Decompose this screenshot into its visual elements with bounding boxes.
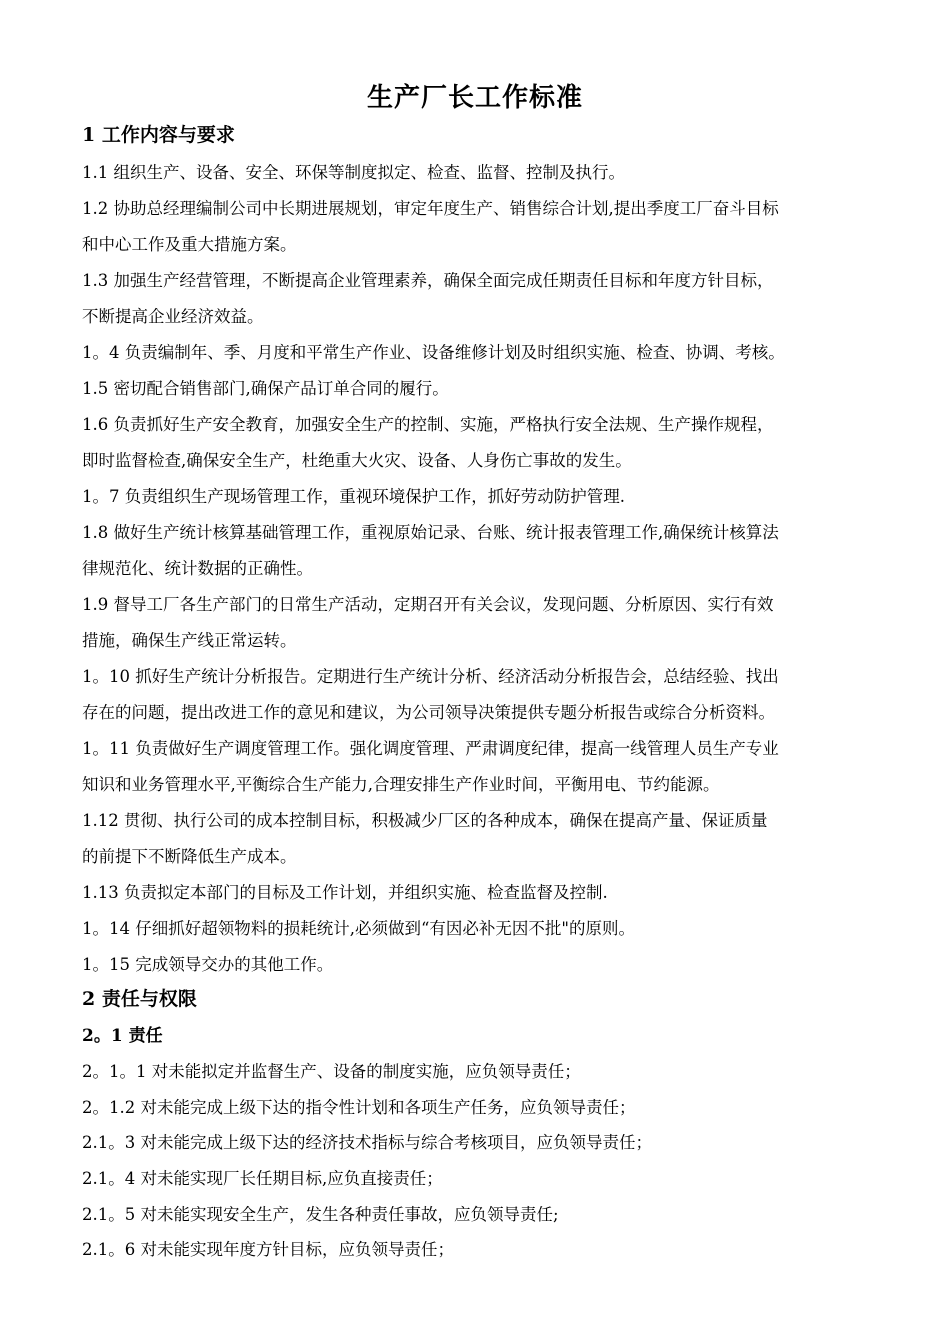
- section-1-line: 1。15 完成领导交办的其他工作。: [82, 955, 334, 974]
- section-1-line: 存在的问题，提出改进工作的意见和建议，为公司领导决策提供专题分析报告或综合分析资料。: [82, 703, 775, 722]
- section-1-line: 1.6 负责抓好生产安全教育，加强安全生产的控制、实施，严格执行安全法规、生产操作规程，: [82, 415, 774, 434]
- section-1-line: 1。11 负责做好生产调度管理工作。强化调度管理、严肃调度纪律，提高一线管理人员生产专业: [82, 739, 779, 758]
- section-1-line: 1.2 协助总经理编制公司中长期进展规划，审定年度生产、销售综合计划,提出季度工厂奋斗目标: [82, 199, 779, 218]
- section-1-line: 措施，确保生产线正常运转。: [82, 631, 297, 650]
- section-2-1-subheading: 2。1 责任: [82, 1026, 163, 1046]
- document-title: 生产厂长工作标准: [366, 83, 583, 113]
- section-1-line: 1。7 负责组织生产现场管理工作，重视环境保护工作，抓好劳动防护管理.: [82, 487, 625, 506]
- section-1-line: 1.8 做好生产统计核算基础管理工作，重视原始记录、台账、统计报表管理工作,确保统计核算法: [82, 523, 779, 542]
- section-1-line: 知识和业务管理水平,平衡综合生产能力,合理安排生产作业时间，平衡用电、节约能源。: [82, 775, 720, 794]
- section-1-heading: 1 工作内容与要求: [82, 124, 235, 146]
- section-1-line: 即时监督检查,确保安全生产，杜绝重大火灾、设备、人身伤亡事故的发生。: [82, 451, 632, 470]
- section-2-line: 2.1。3 对未能完成上级下达的经济技术指标与综合考核项目，应负领导责任；: [82, 1133, 652, 1152]
- section-2-line: 2.1。6 对未能实现年度方针目标，应负领导责任；: [82, 1240, 454, 1259]
- section-1-line: 1。14 仔细抓好超领物料的损耗统计,必须做到“有因必补无因不批"的原则。: [82, 919, 636, 938]
- section-2-line: 2。1。1 对未能拟定并监督生产、设备的制度实施，应负领导责任；: [82, 1062, 581, 1081]
- section-2-line: 2。1.2 对未能完成上级下达的指令性计划和各项生产任务，应负领导责任；: [82, 1098, 636, 1117]
- section-1-line: 不断提高企业经济效益。: [82, 307, 264, 326]
- section-1-line: 1.12 贯彻、执行公司的成本控制目标，积极减少厂区的各种成本，确保在提高产量、保证质量: [82, 811, 768, 830]
- section-2-line: 2.1。5 对未能实现安全生产，发生各种责任事故，应负领导责任;: [82, 1205, 559, 1224]
- section-1-line: 和中心工作及重大措施方案。: [82, 235, 297, 254]
- section-1-line: 律规范化、统计数据的正确性。: [82, 559, 313, 578]
- section-1-line: 1.9 督导工厂各生产部门的日常生产活动，定期召开有关会议，发现问题、分析原因、实行有效: [82, 595, 774, 614]
- section-1-line: 1。10 抓好生产统计分析报告。定期进行生产统计分析、经济活动分析报告会，总结经验、找出: [82, 667, 779, 686]
- section-1-line: 1.1 组织生产、设备、安全、环保等制度拟定、检查、监督、控制及执行。: [82, 163, 625, 182]
- section-1-line: 1.3 加强生产经营管理，不断提高企业管理素养，确保全面完成任期责任目标和年度方针目标，: [82, 271, 774, 290]
- section-1-line: 1.13 负责拟定本部门的目标及工作计划，并组织实施、检查监督及控制.: [82, 883, 608, 902]
- section-2-line: 2.1。4 对未能实现厂长任期目标,应负直接责任；: [82, 1169, 443, 1188]
- section-1-line: 的前提下不断降低生产成本。: [82, 847, 297, 866]
- section-1-line: 1。4 负责编制年、季、月度和平常生产作业、设备维修计划及时组织实施、检查、协调、考核。: [82, 343, 785, 362]
- section-2-heading: 2 责任与权限: [82, 988, 197, 1010]
- section-1-line: 1.5 密切配合销售部门,确保产品订单合同的履行。: [82, 379, 449, 398]
